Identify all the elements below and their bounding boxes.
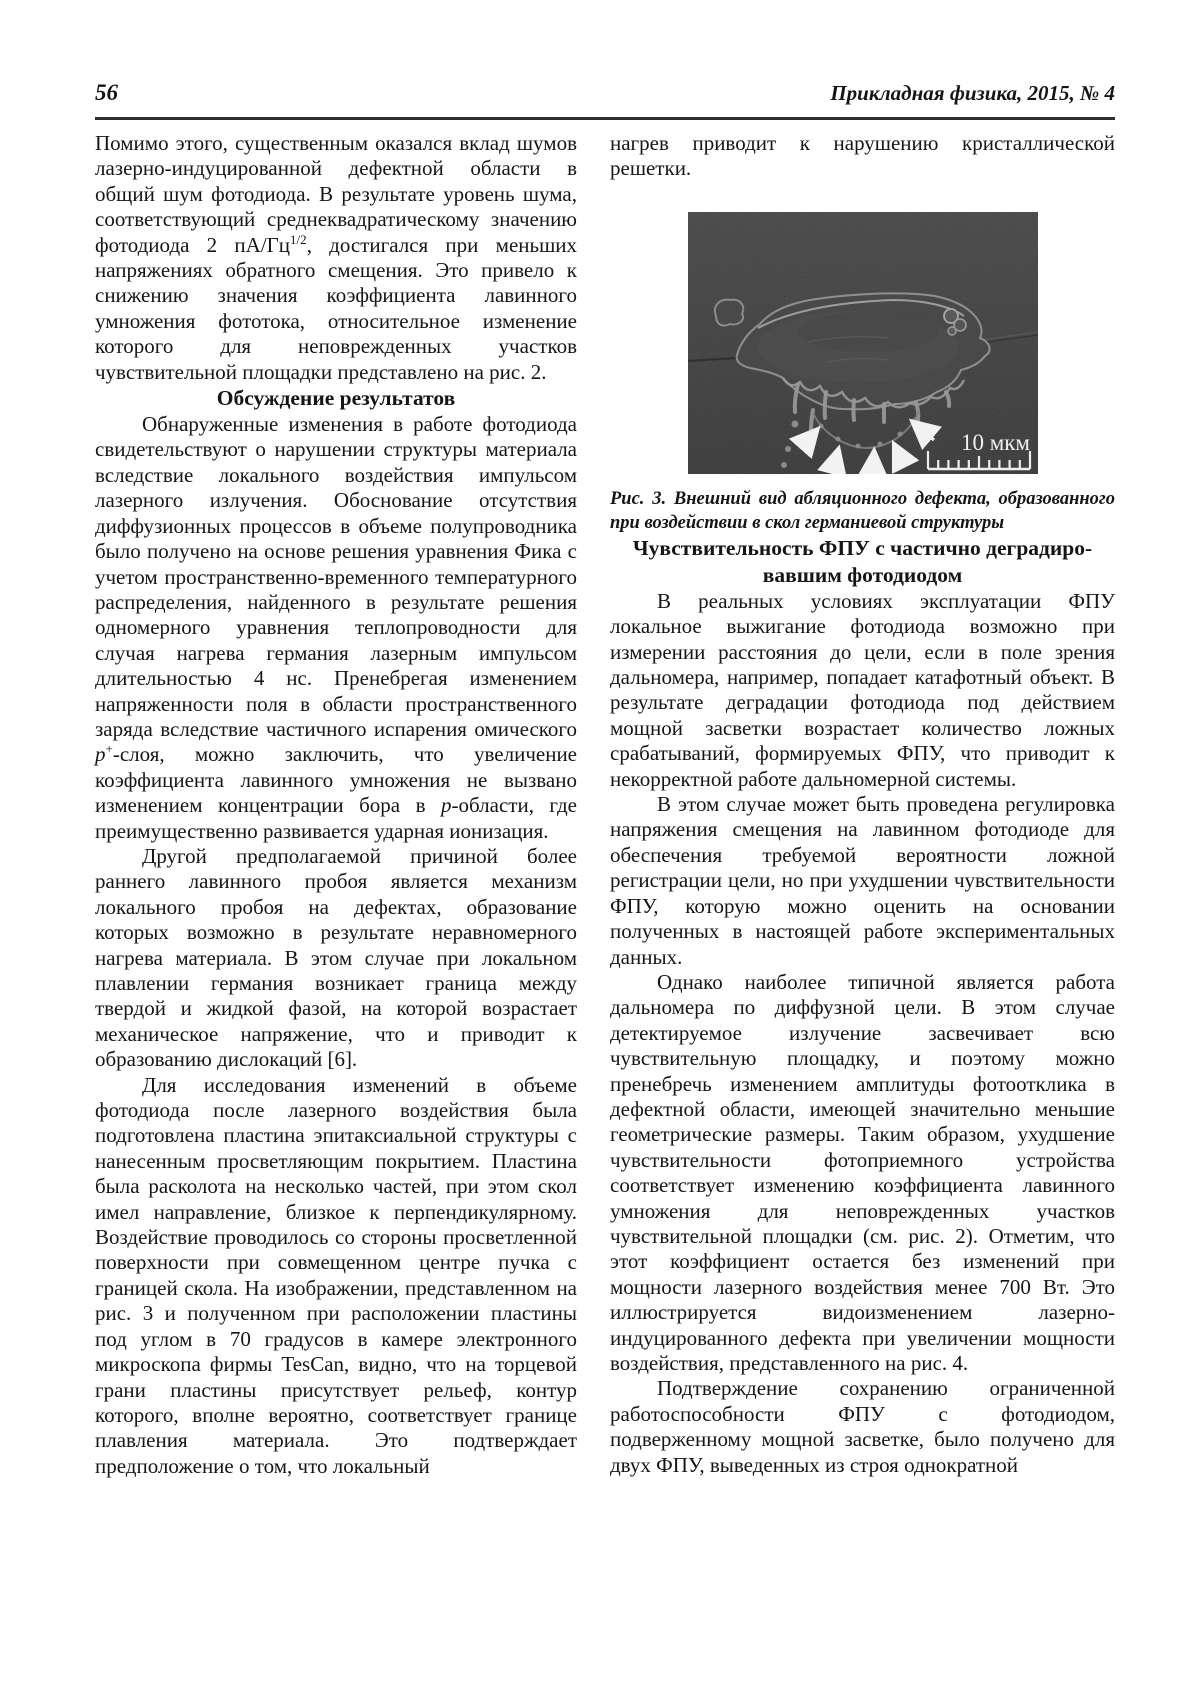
heading-line: вавшим фотодиодом xyxy=(762,562,963,587)
right-column xyxy=(610,131,1115,1479)
paragraph-real-conditions: В реальных условиях эксплуатации ФПУ локальное выжигание фотодиода возможно при измерении расстояния до цели, если в поле зрения дальномера, например, попадает катафотный объект. В результате деградации фотодиода под действием мощной засветки возрастает количество ложных срабатываний, формируемых ФПУ, что приводит к некорректной работе дальномерной системы. xyxy=(610,588,1115,791)
variable-p: p xyxy=(95,742,106,767)
satellite-droplet xyxy=(714,300,742,326)
paragraph-diffuse-target: Однако наиболее типичной является работа дальномера по диффузной цели. В этом случае детектируемое излучение засвечивает всю чувствительную площадку, и поэтому можно пренебречь изменением амплитуды фотоотклика в дефектной области, имеющей значительно меньшие геометрические размеры. Таким образом, ухудшение чувствительности фотоприемного устройства соответствует изменению коэффициента лавинного умножения для неповрежденных участков чувствительной площадки (см. рис. 2). Отметим, что этот коэффициент остается без изменений при мощности лазерного воздействия менее 700 Вт. Это иллюстрируется видоизменением лазерно-индуцированного дефекта при увеличении мощности воздействия, представленного на рис. 4. xyxy=(610,969,1115,1375)
paragraph-noise-contribution xyxy=(95,131,577,385)
two-column-body xyxy=(95,131,1115,1479)
journal-title: Прикладная физика, 2015, № 4 xyxy=(830,81,1115,105)
figure-3 xyxy=(610,212,1115,535)
paragraph-text: -слоя, можно заключить, что увеличение коэффициента лавинного умножения не вызвано изменением концентрации бора в xyxy=(95,742,577,818)
section-heading-discussion: Обсуждение результатов xyxy=(216,386,456,411)
paragraph-wafer-preparation: Для исследования изменений в объеме фотодиода после лазерного воздействия была подготовлена пластина эпитаксиальной структуры с нанесенным просветляющим покрытием. Пластина была расколота на несколько частей, при этом скол имел направление, близкое к перпендикулярному. Воздействие проводилось со стороны просветленной поверхности при совмещенном центре пучка с границей скола. На изображении, представленном на рис. 3 и полученном при расположении пластины под углом в 70 градусов в камере электронного микроскопа фирмы TesCan, видно, что на торцевой грани пластины присутствует рельеф, контур которого, вполне вероятно, соответствует границе плавления материала. Это подтверждает предположение о том, что локальный xyxy=(95,1072,577,1478)
left-column xyxy=(95,131,577,1479)
page-number: 56 xyxy=(95,80,118,105)
sem-image xyxy=(688,212,1038,474)
heading-line: Чувствительность ФПУ с частично деградиро- xyxy=(632,535,1093,560)
paragraph-text: Обнаруженные изменения в работе фотодиода свидетельствуют о нарушении структуры материала вследствие локального воздействия импульсом лазерного излучения. Обоснование отсутствия диффузионных процессов в объеме полупроводника было получено на основе решения уравнения Фика с учетом пространственно-временного температурного распределения, найденного в результате решения одномерного уравнения теплопроводности для случая нагрева германия лазерным импульсом длительностью 4 нс. Пренебрегая изменением напряженности поля в области пространственного заряда вследствие частичного испарения омического xyxy=(95,412,577,741)
paragraph-structure-changes xyxy=(95,412,577,844)
paragraph-text: Помимо этого, существенным оказался вклад шумов лазерно-индуцированной дефектной области в общий шум фотодиода. В результате уровень шума, соответствующий среднеквадратическому значению фотодиода 2 пА/Гц xyxy=(95,131,577,257)
figure-3-caption: Рис. 3. Внешний вид абляционного дефекта, образованного при воздействии в скол германиевой структуры xyxy=(610,488,1115,533)
paragraph-avalanche-breakdown: Другой предполагаемой причиной более раннего лавинного пробоя является механизм локального пробоя на дефектах, образование которых возможно в результате неравномерного нагрева материала. В этом случае при локальном плавлении германия возникает граница между твердой и жидкой фазой, на которой возрастает механическое напряжение, что и приводит к образованию дислокаций [6]. xyxy=(95,843,577,1072)
page-header xyxy=(95,80,1115,106)
header-rule xyxy=(95,117,1115,120)
arrow-icon xyxy=(873,453,874,472)
superscript: 1/2 xyxy=(290,231,307,247)
paragraph-lattice-damage: нагрев приводит к нарушению кристаллической решетки. xyxy=(610,131,1115,181)
section-heading-sensitivity xyxy=(610,535,1115,589)
variable-p: p xyxy=(441,793,452,818)
paragraph-confirmation: Подтверждение сохранению ограниченной работоспособности ФПУ с фотодиодом, подверженному мощной засветке, было получено для двух ФПУ, выведенных из строя однократной xyxy=(610,1376,1115,1477)
paragraph-text: -области, где преимущественно развивается ударная ионизация. xyxy=(95,793,577,843)
paragraph-text: , достигался при меньших напряжениях обратного смещения. Это привело к снижению значения коэффициента лавинного умножения фототока, относительное изменение которого для неповрежденных участков чувствительной площадки представлено на рис. 2. xyxy=(95,232,577,384)
paragraph-bias-adjustment: В этом случае может быть проведена регулировка напряжения смещения на лавинном фотодиоде для обеспечения требуемой вероятности ложной регистрации цели, но при ухудшении чувствительности ФПУ, которую можно оценить на основании полученных в настоящей работе экспериментальных данных. xyxy=(610,792,1115,969)
superscript: + xyxy=(105,741,113,757)
scale-label: 10 мкм xyxy=(960,429,1030,455)
